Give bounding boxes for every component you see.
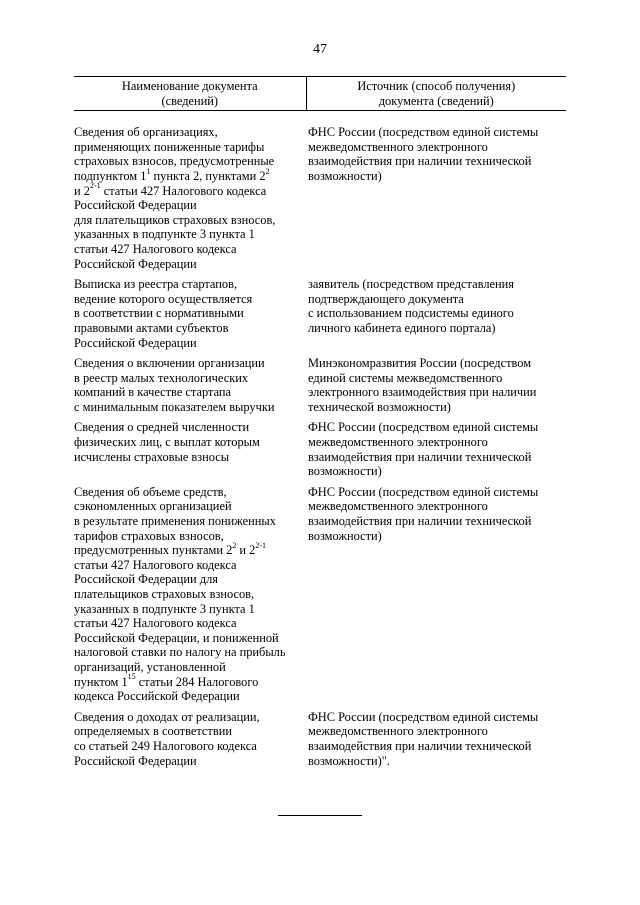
document-name-text: статьи 284 Налогового кодекса Российской Федерации (74, 674, 259, 704)
document-source-cell: ФНС России (посредством единой системы межведомственного электронного взаимодействия при наличии технической возможности) (308, 484, 539, 543)
document-name-text: и 2 (236, 543, 256, 558)
documents-table (74, 76, 566, 774)
header-document-source-text: Источник (способ получения) документа (сведений) (357, 79, 516, 108)
document-name-text: Выписка из реестра стартапов, ведение которого осуществляется в соответствии с нормативными правовыми актами субъектов Российской Федерации (74, 277, 253, 350)
document-name-text: Сведения об объеме средств, сэкономленных организацией в результате применения пониженных тарифов страховых взносов, предусмотренных пунктами 2 (74, 484, 276, 558)
document-name-text: Сведения о средней численности физических лиц, с выплат которым исчислены страховые взносы (74, 420, 260, 464)
document-name-text: статьи 427 Налогового кодекса Российской Федерации для плательщиков страховых взносов, указанных в подпункте 3 пункта 1 статьи 427 Налогового кодекса Российской Федерации, и пониженной налоговой ставки по налогу на прибыль организаций, установленной пунктом 1 (74, 557, 286, 689)
table-row (74, 420, 566, 478)
superscript-text: 2-1 (89, 181, 101, 191)
document-name-text: Сведения о включении организации в реестр малых технологических компаний в качестве стартапа с минимальным показателем выручки (74, 356, 275, 414)
footer-rule (278, 815, 362, 816)
table-header-row (74, 76, 566, 111)
header-document-name-text: Наименование документа (сведений) (121, 79, 258, 108)
header-document-source (306, 77, 566, 110)
table-row (74, 356, 566, 414)
page-number: 47 (313, 42, 327, 57)
superscript-text: 2 (232, 541, 237, 551)
table-row (74, 277, 566, 350)
table-body (74, 125, 566, 768)
document-name-text: и 2 (74, 183, 90, 198)
document-name-text: Сведения о доходах от реализации, определяемых в соответствии со статьей 249 Налогового кодекса Российской Федерации (74, 709, 260, 768)
document-source-cell: ФНС России (посредством единой системы межведомственного электронного взаимодействия при наличии технической возможности)". (308, 709, 539, 768)
superscript-text: 2 (265, 166, 270, 176)
header-document-name (74, 77, 306, 110)
document-name-text: Сведения об организациях, применяющих пониженные тарифы страховых взносов, предусмотренные подпунктом 1 (74, 125, 275, 183)
superscript-text: 1 (146, 166, 151, 176)
superscript-text: 2-1 (255, 541, 267, 551)
document-name-cell (74, 485, 308, 704)
document-name-text: пункта 2, пунктами 2 (150, 168, 266, 183)
document-name-cell (74, 710, 308, 768)
document-source-cell: заявитель (посредством представления подтверждающего документа с использованием подсистемы единого личного кабинета единого портала) (308, 277, 514, 335)
document-source-cell: ФНС России (посредством единой системы межведомственного электронного взаимодействия при наличии технической возможности) (308, 125, 539, 183)
document-source-cell: ФНС России (посредством единой системы межведомственного электронного взаимодействия при наличии технической возможности) (308, 420, 539, 479)
document-name-text: статьи 427 Налогового кодекса Российской Федерации для плательщиков страховых взносов, указанных в подпункте 3 пункта 1 статьи 427 Налогового кодекса Российской Федерации (74, 183, 276, 271)
document-name-cell (74, 420, 308, 478)
document-name-cell (74, 125, 308, 271)
document-name-cell (74, 277, 308, 350)
table-row (74, 125, 566, 271)
table-row (74, 710, 566, 768)
superscript-text: 15 (127, 672, 136, 682)
document-name-cell (74, 356, 308, 414)
document-source-cell: Минэкономразвития России (посредством единой системы межведомственного электронного взаимодействия при наличии технической возможности) (308, 356, 537, 414)
table-row (74, 485, 566, 704)
